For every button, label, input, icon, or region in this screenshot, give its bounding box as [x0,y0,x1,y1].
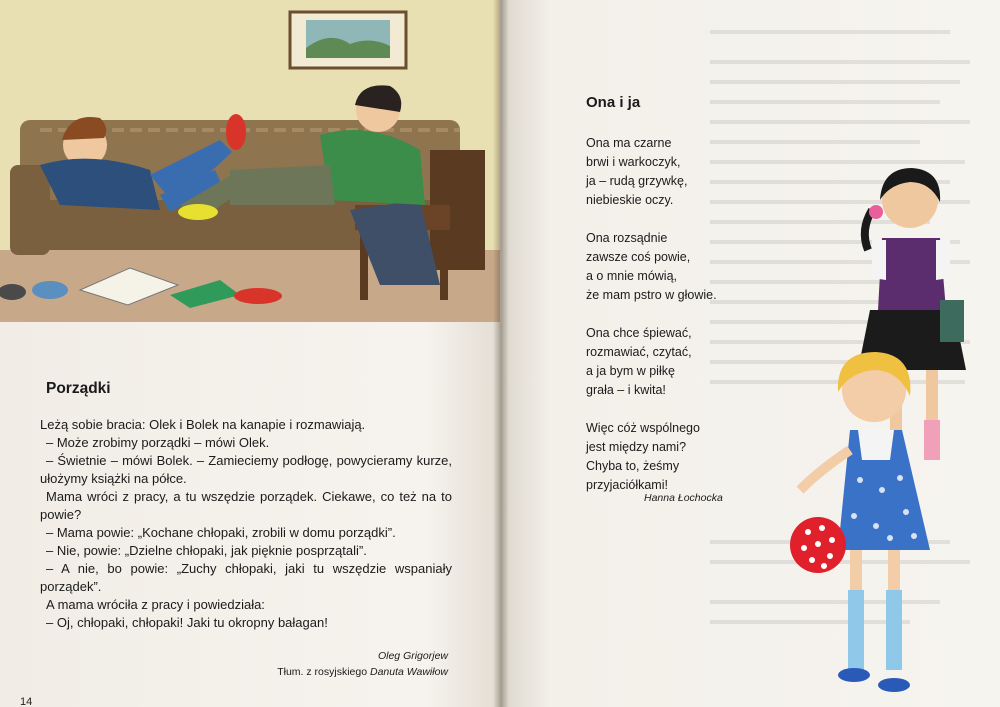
story-paragraph: Mama wróci z pracy, a tu wszędzie porządek. Ciekawe, co też na to powie? [40,489,452,522]
translator-name: Danuta Wawiłow [369,666,448,678]
translator-credit [277,666,448,678]
poem-line: Ona ma czarne [586,136,672,150]
poem-line: Ona rozsądnie [586,231,668,245]
poem-line: że mam pstro w głowie. [586,288,717,302]
story-paragraph: – Mama powie: „Kochane chłopaki, zrobili w domu porządki”. [46,525,396,540]
poem-line: grała – i kwita! [586,383,666,397]
story-paragraph: – Świetnie – mówi Bolek. – Zamieciemy podłogę, powycieramy kurze, ułożymy książki na półce. [40,453,452,486]
story-paragraph: – Może zrobimy porządki – mówi Olek. [46,435,270,450]
poem-line: Ona chce śpiewać, [586,326,692,340]
story-paragraph: A mama wróciła z pracy i powiedziała: [46,597,265,612]
poem-line: a o mnie mówią, [586,269,678,283]
poem-line: jest między nami? [586,440,687,454]
story-title: Porządki [46,380,111,397]
page-number: 14 [20,696,33,707]
story-paragraph: – Nie, powie: „Dzielne chłopaki, jak pięknie posprzątali”. [46,543,367,558]
story-paragraph: – A nie, bo powie: „Zuchy chłopaki, jaki tu wszędzie wspaniały porządek”. [40,561,452,594]
poem-line: Więc cóż wspólnego [586,421,700,435]
poem-line: Chyba to, żeśmy [586,459,680,473]
poem-line: brwi i warkoczyk, [586,155,681,169]
boys-on-sofa-illustration [0,0,500,322]
poem-line: zawsze coś powie, [586,250,691,264]
translator-prefix: Tłum. z rosyjskiego [277,666,368,678]
poem-line: niebieskie oczy. [586,193,674,207]
poem-line: przyjaciółkami! [586,478,668,492]
poem-stanza [586,419,717,495]
poem-line: ja – rudą grzywkę, [586,174,688,188]
poem-stanza [586,134,717,210]
story-author: Oleg Grigorjew [377,650,448,662]
poem-title: Ona i ja [586,94,641,111]
poem-stanza [586,229,717,305]
poem-line: rozmawiać, czytać, [586,345,692,359]
story-text [40,416,452,632]
two-girls-illustration [790,160,1000,707]
right-page [500,0,1000,707]
book-gutter [493,0,509,707]
poem-text [586,134,717,514]
story-paragraph: – Oj, chłopaki, chłopaki! Jaki tu okropny bałagan! [46,615,328,630]
poem-author: Hanna Łochocka [644,492,723,504]
story-paragraph: Leżą sobie bracia: Olek i Bolek na kanapie i rozmawiają. [40,417,366,432]
poem-line: a ja bym w piłkę [586,364,675,378]
poem-stanza [586,324,717,400]
